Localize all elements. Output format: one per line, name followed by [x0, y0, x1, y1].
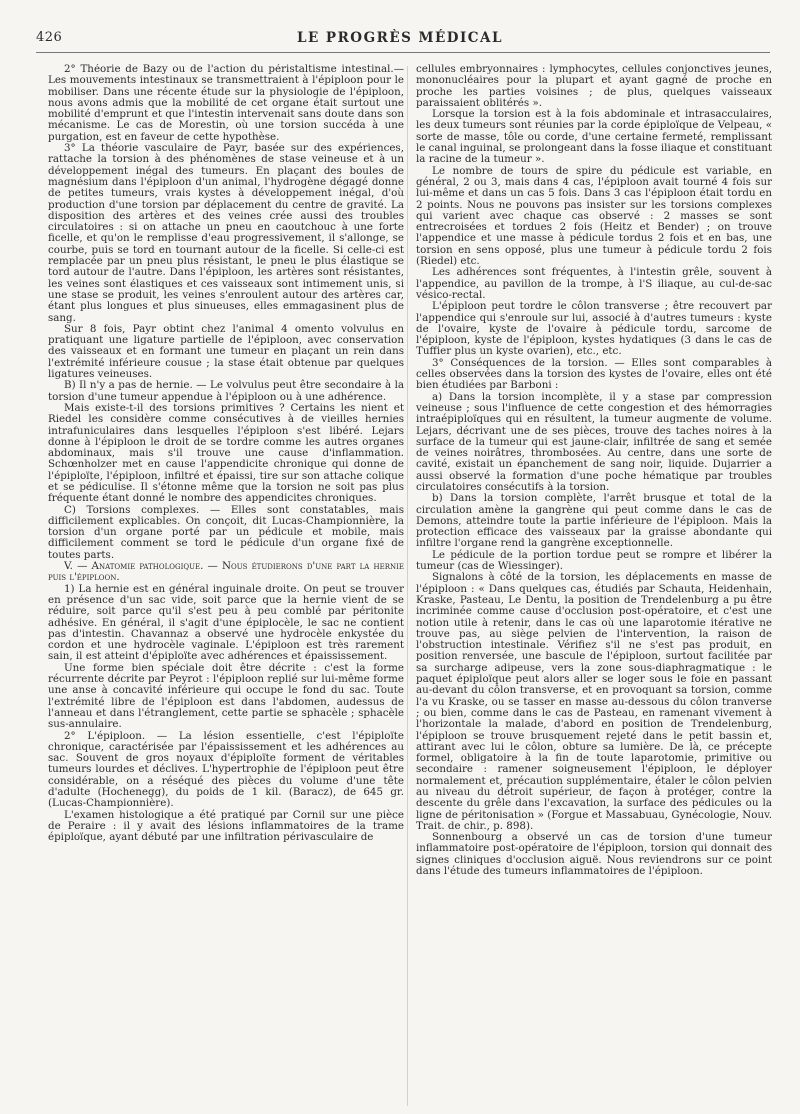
column-divider: [407, 66, 408, 1106]
right-column: [416, 64, 772, 1109]
section-heading-anatomie: V. — Anatomie pathologique. — Nous étudierons d'une part la hernie puis l'épiploon.: [48, 560, 404, 584]
header-rule: [36, 52, 770, 53]
paragraph: Sonnenbourg a observé un cas de torsion d'une tumeur inflammatoire post-opératoire de l'épiploon, torsion qui donnait des signes cliniques d'occlusion aiguë. Nous reviendrons sur ce point dans l'étude des tumeurs inflammatoires de l'épiploon.: [416, 831, 772, 878]
left-column: [48, 64, 404, 1109]
paragraph: cellules embryonnaires : lymphocytes, cellules conjonctives jeunes, mononucléaires pour la plupart et ayant gagné de proche en proche les parties voisines ; de plus, quelques vaisseaux paraissaient oblitérés ».: [416, 64, 772, 109]
paragraph: Sur 8 fois, Payr obtint chez l'animal 4 omento volvulus en pratiquant une ligature partielle de l'épiploon, avec conservation des vaisseaux et en formant une tumeur en plaçant un rein dans l'extrémité inférieure cousue ; la stase était obtenue par quelques ligatures veineuses.: [48, 322, 404, 381]
paragraph: a) Dans la torsion incomplète, il y a stase par compression veineuse ; sous l'influence de cette congestion et des hémorragies intraépiploïques qui en résultent, la tumeur augmente de volume. Lejars, décrivant une de ses pièces, trouve des taches noires à la surface de la tumeur qui est jaune-clair, infiltrée de sang et semée de veines noirâtres, thrombosées. Au centre, dans une sorte de cavité, existait un épanchement de sang noir, liquide. Dujarrier a aussi observé la formation d'une poche hématique par troubles circulatoires consécutifs à la torsion.: [416, 390, 772, 493]
paragraph: Une forme bien spéciale doit être décrite : c'est la forme récurrente décrite par Peyrot : l'épiploon replié sur lui-même forme une anse à concavité inférieure qui occupe le fond du sac. Toute l'extrémité libre de l'épiploon est dans l'abdomen, audessus de l'anneau et dans l'étranglement, cette partie se sphacèle ; sphacèle sus-annulaire.: [48, 661, 404, 731]
paragraph: Le nombre de tours de spire du pédicule est variable, en général, 2 ou 3, mais dans 4 cas, l'épiploon avait tourné 4 fois sur lui-même et dans un cas 5 fois. Dans 3 cas l'épiploon était tordu en 2 points. Nous ne pouvons pas insister sur les torsions complexes qui varient avec chaque cas observé : 2 masses se sont entrecroisées et tordues 2 fois (Heitz et Bender) ; on trouve l'appendice et une masse à pédicule tordus 2 fois et en bas, une torsion en sens opposé, plus une tumeur à pédicule tordu 2 fois (Riedel) etc.: [416, 164, 772, 268]
paragraph: 2° Théorie de Bazy ou de l'action du péristaltisme intestinal.— Les mouvements intestinaux se transmettraient à l'épiploon pour le mobiliser. Dans une récente étude sur la physiologie de l'épiploon, nous avons admis que la mobilité de cet organe était surtout une mobilité d'emprunt et que l'intestin intervenait sans doute dans son mécanisme. Le cas de Morestin, où une torsion succéda à une purgation, est en faveur de cette hypothèse.: [48, 64, 404, 143]
paragraph: 2° L'épiploon. — La lésion essentielle, c'est l'épiploïte chronique, caractérisée par l'épaississement et les adhérences au sac. Souvent de gros noyaux d'épiploïte forment de véritables tumeurs lourdes et déclives. L'hypertrophie de l'épiploon peut être considérable, on a réséqué des pièces du volume d'une tête d'adulte (Hochenegg), du poids de 1 kil. (Baracz), de 645 gr. (Lucas-Championnière).: [48, 729, 404, 810]
paragraph: C) Torsions complexes. — Elles sont constatables, mais difficilement explicables. On conçoit, dit Lucas-Championnière, la torsion d'un organe porté par un pédicule et mobile, mais difficilement comment se tord le pédicule d'un organe fixé de toutes parts.: [48, 503, 404, 561]
paragraph: Mais existe-t-il des torsions primitives ? Certains les nient et Riedel les considère comme consécutives à de vieilles hernies intrafuniculaires dans lesquelles l'épiploon s'est libéré. Lejars donne à l'épiploon le droit de se tordre comme les autres organes abdominaux, mais s'il trouve une cause d'inflammation. Schœnholzer met en cause l'appendicite chronique qui donne de l'épiploïte, l'épiploon, infiltré et épaissi, tire sur son attache colique et se pédiculise. Il s'étonne même que la torsion ne soit pas plus fréquente étant donné le nombre des appendicites chroniques.: [48, 401, 404, 505]
paragraph: Le pédicule de la portion tordue peut se rompre et libérer la tumeur (cas de Wiessinger).: [416, 548, 772, 573]
page-number: 426: [36, 30, 63, 45]
paragraph: L'examen histologique a été pratiqué par Cornil sur une pièce de Peraire : il y avait des lésions inflammatoires de la trame épiploïque, ayant débuté par une infiltration périvasculaire de: [48, 808, 404, 844]
paragraph: 3° Conséquences de la torsion. — Elles sont comparables à celles observées dans la torsion des kystes de l'ovaire, elles ont été bien étudiées par Barboni :: [416, 356, 772, 392]
paragraph: 1) La hernie est en général inguinale droite. On peut se trouver en présence d'un sac vide, soit parce que la hernie vient de se réduire, soit parce qu'il s'est peu à peu comblé par péritonite adhésive. En général, il s'agit d'une épiplocèle, le sac ne contient pas d'intestin. Chavannaz a observé une hydrocèle enkystée du cordon et une hydrocèle vaginale. L'épiploon est très rarement sain, il est atteint d'épiploïte avec adhérences et épaississement.: [48, 582, 404, 663]
paragraph: 3° La théorie vasculaire de Payr, basée sur des expériences, rattache la torsion à des phénomènes de stase veineuse et à un développement inégal des tumeurs. En plaçant des boules de magnésium dans l'épiploon d'un animal, l'hydrogène dégagé donne de petites tumeurs, vrais kystes à développement inégal, d'où production d'une torsion par déplacement du centre de gravité. La disposition des artères et des veines crée aussi des troubles circulatoires : si on attache un pneu en caoutchouc à une forte ficelle, et qu'on le remplisse d'eau progressivement, il s'allonge, se courbe, puis se tord en tournant autour de la ficelle. Si celle-ci est remplacée par un pneu plus résistant, le pneu le plus élastique se tord autour de l'autre. Dans l'épiploon, les artères sont résistantes, les veines sont élastiques et ces vaisseaux sont intimement unis, si une stase se produit, les veines s'enroulent autour des artères car, étant plus longues et plus sinueuses, elles emmagasinent plus de sang.: [48, 142, 404, 324]
paragraph: Signalons à côté de la torsion, les déplacements en masse de l'épiploon : « Dans quelques cas, étudiés par Schauta, Heidenhain, Kraske, Pasteau, Le Dentu, la position de Trendelenburg a pu être incriminée comme cause d'occlusion post-opératoire, et c'est une notion utile à retenir, dans le cas où une laparotomie itérative ne trouve pas, au siège pelvien de l'intervention, la raison de l'obstruction intestinale. Vérifiez s'il ne s'est pas produit, en position renversée, une bascule de l'épiploon, surtout facilitée par sa surcharge adipeuse, vers la zone sous-diaphragmatique : le paquet épiploïque peut alors aller se loger sous le foie en passant au-devant du côlon transverse, et en provoquant sa torsion, comme l'a vu Kraske, ou se tasser en masse au-dessous du côlon tranverse ; ou bien, comme dans le cas de Pasteau, en ramenant vivement à l'horizontale la malade, d'abord en position de Trendelenburg, l'épiploon se trouve brusquement rejeté dans le petit bassin et, attirant avec lui le côlon, obture sa lumière. De là, ce précepte formel, obligatoire à la fin de toute laparotomie, primitive ou secondaire : ramener soigneusement l'épiploon, le déployer normalement et, précaution supplémentaire, étaler le côlon pelvien au niveau du détroit supérieur, de façon à protéger, contre la descente du grêle dans l'excavation, la surface des pédicules ou la ligne de péritonisation » (Forgue et Massabuau, Gynécologie, Nouv. Trait. de chir., p. 898).: [416, 571, 772, 832]
page-header: [0, 0, 800, 58]
paragraph: b) Dans la torsion complète, l'arrêt brusque et total de la circulation amène la gangrène qui peut comme dans le cas de Demons, atteindre toute la partie inférieure de l'épiploon. Mais la protection efficace des vaisseaux par la graisse abondante qui infiltre l'organe rend la gangrène exceptionnelle.: [416, 492, 772, 550]
paragraph: B) Il n'y a pas de hernie. — Le volvulus peut être secondaire à la torsion d'une tumeur appendue à l'épiploon ou à une adhérence.: [48, 379, 404, 403]
paragraph: Lorsque la torsion est à la fois abdominale et intrasacculaires, les deux tumeurs sont réunies par la corde épiploïque de Velpeau, « sorte de masse, tôle ou corde, d'une certaine fermeté, remplissant le canal inguinal, se prolongeant dans la fosse iliaque et constituant la racine de la tumeur ».: [416, 108, 772, 166]
paragraph: L'épiploon peut tordre le côlon transverse ; être recouvert par l'appendice qui s'enroule sur lui, associé à d'autres tumeurs : kyste de l'ovaire, kyste de l'ovaire à pédicule tordu, sarcome de l'épiploon, kyste de l'épiploon, kystes hydatiques (3 dans le cas de Tuffier plus un kyste ovarien), etc., etc.: [416, 300, 772, 358]
paragraph: Les adhérences sont fréquentes, à l'intestin grêle, souvent à l'appendice, au pavillon de la trompe, à l'S iliaque, au cul-de-sac vésico-rectal.: [416, 266, 772, 301]
journal-title: LE PROGRÈS MÉDICAL: [296, 30, 504, 46]
